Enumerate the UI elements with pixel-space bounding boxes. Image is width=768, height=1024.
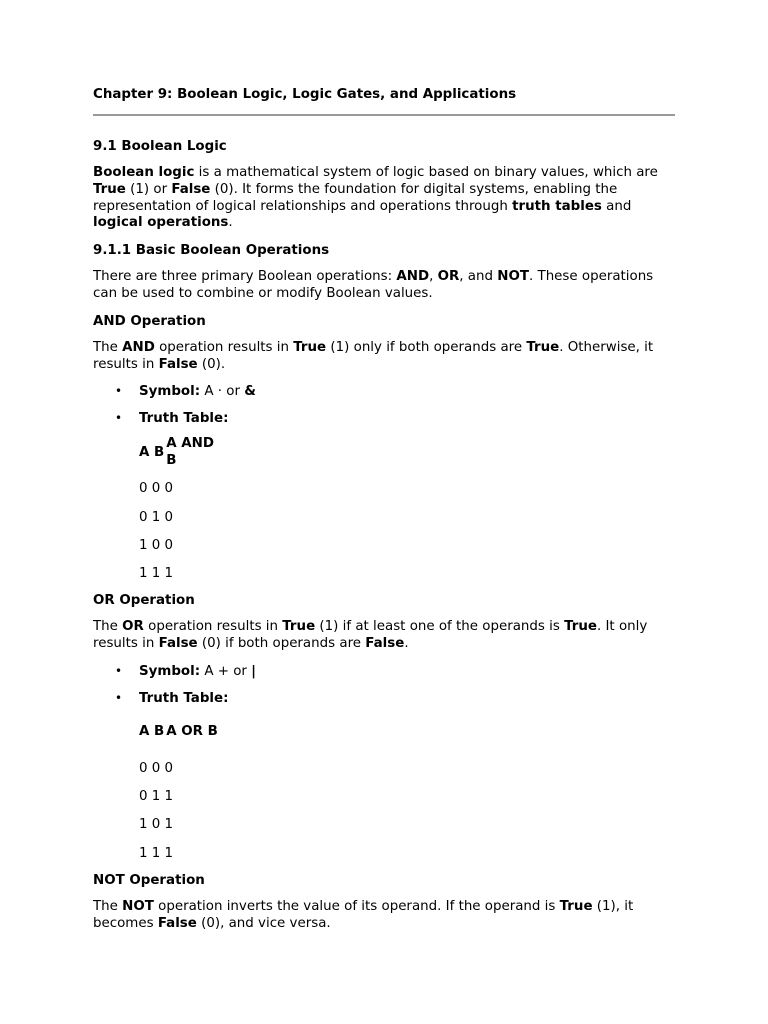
- text-run: .: [404, 636, 409, 652]
- title-divider: [93, 114, 675, 116]
- bold-term: True: [93, 181, 126, 197]
- and-truth-table: [139, 435, 675, 582]
- list-item: [93, 663, 675, 680]
- not-operation-heading: NOT Operation: [93, 872, 205, 888]
- list-item: [93, 410, 675, 427]
- text-run: The: [93, 898, 123, 914]
- header-result: A AND B: [166, 436, 214, 469]
- table-row: 1 1 1: [139, 566, 174, 582]
- text-run: . Otherwise, it results in: [93, 339, 654, 372]
- bold-term: NOT: [497, 269, 529, 285]
- text-run: operation results in: [154, 339, 294, 355]
- truth-table-label: Truth Table:: [139, 690, 229, 706]
- bold-term: OR: [122, 619, 144, 635]
- bold-term: False: [157, 915, 197, 931]
- list-item: [93, 383, 675, 400]
- text-run: (1), it becomes: [93, 898, 634, 931]
- table-row: 1 0 1: [139, 817, 174, 833]
- symbol-bold: &: [244, 384, 256, 400]
- bold-term: False: [158, 636, 198, 652]
- section-9-1-paragraph: [93, 165, 675, 232]
- bold-term: logical operations: [93, 215, 229, 231]
- truth-table-header: [139, 435, 675, 469]
- or-operation-heading: OR Operation: [93, 593, 195, 609]
- text-run: .: [228, 215, 233, 231]
- text-run: (1) or: [125, 181, 172, 197]
- section-heading-9-1-1: 9.1.1 Basic Boolean Operations: [93, 243, 330, 259]
- bold-term: truth tables: [512, 198, 602, 214]
- table-row: 0 1 0: [139, 509, 174, 525]
- header-inputs: A B: [139, 444, 165, 460]
- list-item: [93, 690, 675, 707]
- bold-term: True: [559, 898, 593, 914]
- symbol-label: Symbol:: [139, 384, 201, 400]
- text-run: and: [601, 198, 632, 214]
- bold-term: AND: [122, 339, 155, 355]
- header-inputs: A B: [139, 724, 165, 740]
- text-run: operation inverts the value of its operand. If the operand is: [153, 898, 560, 914]
- text-run: (1) if at least one of the operands is: [315, 619, 565, 635]
- header-result: A OR B: [166, 724, 218, 740]
- and-bullet-list: [93, 383, 675, 427]
- text-run: (0), and vice versa.: [196, 915, 331, 931]
- text-run: There are three primary Boolean operations:: [93, 269, 397, 285]
- text-run: (0) if both operands are: [197, 636, 366, 652]
- or-operation-paragraph: [93, 619, 675, 653]
- bold-term: False: [365, 636, 405, 652]
- bold-term: True: [293, 339, 327, 355]
- text-run: . It only results in: [93, 619, 648, 652]
- text-run: operation results in: [143, 619, 283, 635]
- table-row: 1 0 0: [139, 537, 174, 553]
- bold-term: True: [282, 619, 316, 635]
- symbol-label: Symbol:: [139, 663, 201, 679]
- symbol-text: A · or: [200, 384, 245, 400]
- bullet-icon: •: [115, 411, 123, 426]
- section-heading-9-1: 9.1 Boolean Logic: [93, 139, 227, 154]
- symbol-text: A + or: [200, 663, 252, 679]
- table-row: 1 1 1: [139, 845, 174, 861]
- symbol-bold: |: [251, 663, 257, 679]
- document-page: [93, 86, 675, 932]
- bold-term: NOT: [122, 898, 154, 914]
- bold-term: OR: [437, 269, 460, 285]
- or-truth-table: [139, 715, 675, 862]
- bold-term: AND: [396, 269, 430, 285]
- text-run: (0). It forms the foundation for digital systems, enabling the representation of logical relationships and operations through: [93, 181, 618, 214]
- text-run: ,: [429, 269, 438, 285]
- text-run: The: [93, 619, 123, 635]
- text-run: is a mathematical system of logic based on binary values, which are: [194, 165, 658, 180]
- and-operation-paragraph: [93, 340, 675, 374]
- table-row: 0 1 1: [139, 789, 174, 805]
- bullet-icon: •: [115, 384, 123, 399]
- bold-term: True: [526, 339, 560, 355]
- bullet-icon: •: [115, 690, 123, 705]
- text-run: (1) only if both operands are: [326, 339, 527, 355]
- truth-table-header: [139, 715, 675, 749]
- bold-term: True: [564, 619, 597, 635]
- bold-term: False: [158, 356, 198, 372]
- bold-term: Boolean logic: [93, 165, 195, 180]
- bullet-icon: •: [115, 663, 123, 678]
- table-row: 0 0 0: [139, 481, 174, 497]
- table-row: 0 0 0: [139, 760, 174, 776]
- truth-table-label: Truth Table:: [139, 411, 229, 427]
- text-run: The: [93, 339, 123, 355]
- and-operation-heading: AND Operation: [93, 313, 206, 329]
- or-bullet-list: [93, 663, 675, 707]
- text-run: (0).: [197, 356, 226, 372]
- bold-term: False: [171, 181, 211, 197]
- not-operation-paragraph: [93, 899, 675, 933]
- text-run: , and: [459, 269, 498, 285]
- text-run: . These operations can be used to combine or modify Boolean values.: [93, 269, 654, 301]
- section-9-1-1-paragraph: [93, 269, 675, 303]
- chapter-title: Chapter 9: Boolean Logic, Logic Gates, and Applications: [93, 87, 517, 102]
